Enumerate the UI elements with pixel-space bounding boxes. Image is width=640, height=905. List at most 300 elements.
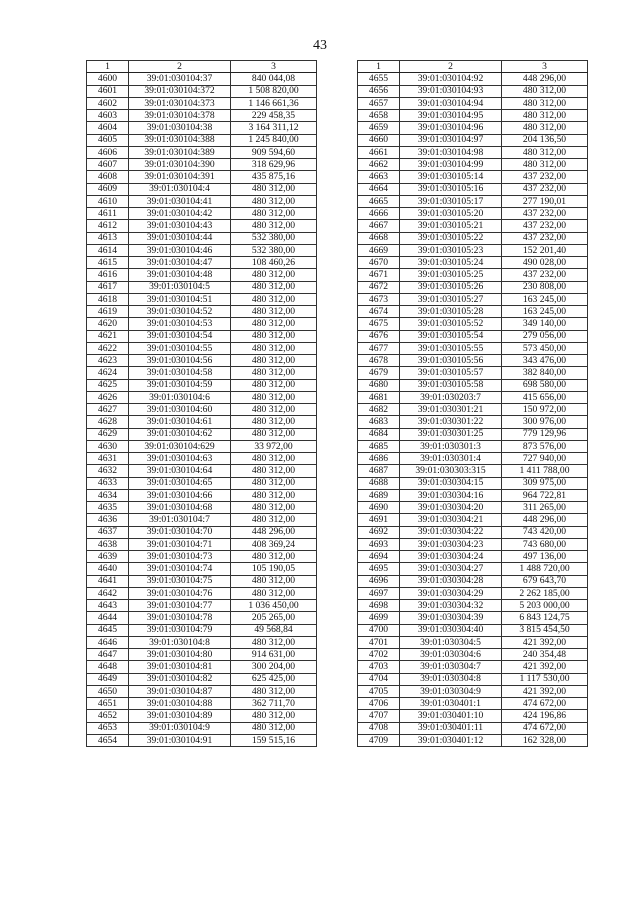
table-header-row	[87, 61, 317, 73]
table-row	[358, 342, 588, 354]
cell-row-number: 4640	[87, 563, 129, 575]
cell-value: 437 232,00	[502, 208, 588, 220]
cell-value: 480 312,00	[231, 195, 317, 207]
cell-value: 480 312,00	[502, 85, 588, 97]
cell-value: 204 136,50	[502, 134, 588, 146]
cell-row-number: 4653	[87, 722, 129, 734]
cell-value: 362 711,70	[231, 698, 317, 710]
table-row	[358, 330, 588, 342]
cell-cadastral-number: 39:01:030104:46	[129, 244, 231, 256]
cell-cadastral-number: 39:01:030304:9	[400, 685, 502, 697]
cell-cadastral-number: 39:01:030105:26	[400, 281, 502, 293]
cell-cadastral-number: 39:01:030104:56	[129, 355, 231, 367]
table-row	[87, 453, 317, 465]
table-row	[358, 244, 588, 256]
cell-value: 480 312,00	[231, 318, 317, 330]
table-row	[358, 97, 588, 109]
cell-value: 480 312,00	[231, 391, 317, 403]
cell-cadastral-number: 39:01:030304:21	[400, 514, 502, 526]
table-row	[87, 73, 317, 85]
cell-row-number: 4625	[87, 379, 129, 391]
cell-value: 108 460,26	[231, 257, 317, 269]
cell-cadastral-number: 39:01:030104:53	[129, 318, 231, 330]
cell-cadastral-number: 39:01:030104:37	[129, 73, 231, 85]
cell-row-number: 4674	[358, 306, 400, 318]
table-row	[87, 526, 317, 538]
cell-value: 480 312,00	[231, 342, 317, 354]
cell-row-number: 4609	[87, 183, 129, 195]
table-row	[358, 293, 588, 305]
table-row	[358, 257, 588, 269]
cell-value: 1 117 530,00	[502, 673, 588, 685]
cell-value: 309 975,00	[502, 477, 588, 489]
cell-value: 480 312,00	[231, 416, 317, 428]
table-row	[358, 477, 588, 489]
cell-value: 480 312,00	[231, 293, 317, 305]
table-row	[358, 159, 588, 171]
cell-row-number: 4620	[87, 318, 129, 330]
cell-cadastral-number: 39:01:030303:315	[400, 465, 502, 477]
table-row	[358, 428, 588, 440]
cell-row-number: 4684	[358, 428, 400, 440]
cell-value: 205 265,00	[231, 612, 317, 624]
cell-cadastral-number: 39:01:030104:92	[400, 73, 502, 85]
cell-row-number: 4648	[87, 661, 129, 673]
cell-value: 480 312,00	[231, 330, 317, 342]
cell-row-number: 4615	[87, 257, 129, 269]
cell-row-number: 4650	[87, 685, 129, 697]
cell-value: 300 976,00	[502, 416, 588, 428]
cell-value: 437 232,00	[502, 269, 588, 281]
cell-cadastral-number: 39:01:030104:71	[129, 538, 231, 550]
cell-value: 435 875,16	[231, 171, 317, 183]
cell-row-number: 4628	[87, 416, 129, 428]
cell-row-number: 4621	[87, 330, 129, 342]
cell-cadastral-number: 39:01:030104:64	[129, 465, 231, 477]
cell-row-number: 4697	[358, 587, 400, 599]
cell-cadastral-number: 39:01:030104:66	[129, 489, 231, 501]
cell-cadastral-number: 39:01:030301:25	[400, 428, 502, 440]
table-row	[87, 636, 317, 648]
table-row	[87, 734, 317, 746]
cell-cadastral-number: 39:01:030104:99	[400, 159, 502, 171]
cell-row-number: 4605	[87, 134, 129, 146]
cell-value: 480 312,00	[231, 636, 317, 648]
cell-cadastral-number: 39:01:030104:43	[129, 220, 231, 232]
cell-value: 318 629,96	[231, 159, 317, 171]
cell-value: 480 312,00	[502, 146, 588, 158]
cell-row-number: 4705	[358, 685, 400, 697]
cell-value: 474 672,00	[502, 698, 588, 710]
cell-row-number: 4678	[358, 355, 400, 367]
cell-row-number: 4664	[358, 183, 400, 195]
cell-cadastral-number: 39:01:030105:28	[400, 306, 502, 318]
cell-cadastral-number: 39:01:030104:58	[129, 367, 231, 379]
table-row	[87, 293, 317, 305]
cell-row-number: 4633	[87, 477, 129, 489]
cell-value: 33 972,00	[231, 440, 317, 452]
cell-cadastral-number: 39:01:030401:1	[400, 698, 502, 710]
table-row	[87, 612, 317, 624]
cell-row-number: 4601	[87, 85, 129, 97]
cell-value: 421 392,00	[502, 661, 588, 673]
cell-cadastral-number: 39:01:030104:79	[129, 624, 231, 636]
table-row	[358, 306, 588, 318]
table-row	[87, 318, 317, 330]
cell-cadastral-number: 39:01:030105:24	[400, 257, 502, 269]
cell-row-number: 4667	[358, 220, 400, 232]
cell-value: 625 425,00	[231, 673, 317, 685]
table-row	[87, 379, 317, 391]
table-row	[358, 453, 588, 465]
table-row	[87, 600, 317, 612]
table-row	[87, 710, 317, 722]
table-row	[358, 110, 588, 122]
cell-cadastral-number: 39:01:030304:5	[400, 636, 502, 648]
cell-cadastral-number: 39:01:030301:22	[400, 416, 502, 428]
table-row	[87, 244, 317, 256]
cell-cadastral-number: 39:01:030301:3	[400, 440, 502, 452]
cell-row-number: 4685	[358, 440, 400, 452]
cell-value: 408 369,24	[231, 538, 317, 550]
cell-cadastral-number: 39:01:030104:76	[129, 587, 231, 599]
cell-value: 480 312,00	[231, 428, 317, 440]
table-row	[358, 208, 588, 220]
table-row	[358, 661, 588, 673]
cell-value: 150 972,00	[502, 404, 588, 416]
cell-row-number: 4635	[87, 502, 129, 514]
table-row	[87, 146, 317, 158]
cell-cadastral-number: 39:01:030304:8	[400, 673, 502, 685]
cell-value: 1 411 788,00	[502, 465, 588, 477]
table-row	[87, 110, 317, 122]
cell-cadastral-number: 39:01:030203:7	[400, 391, 502, 403]
cell-row-number: 4616	[87, 269, 129, 281]
cell-row-number: 4698	[358, 600, 400, 612]
cell-value: 727 940,00	[502, 453, 588, 465]
cell-cadastral-number: 39:01:030104:42	[129, 208, 231, 220]
cell-value: 152 201,40	[502, 244, 588, 256]
cell-cadastral-number: 39:01:030401:11	[400, 722, 502, 734]
cell-row-number: 4693	[358, 538, 400, 550]
cell-row-number: 4673	[358, 293, 400, 305]
cell-row-number: 4641	[87, 575, 129, 587]
cell-value: 300 204,00	[231, 661, 317, 673]
cell-value: 480 312,00	[231, 183, 317, 195]
cell-cadastral-number: 39:01:030304:29	[400, 587, 502, 599]
cell-cadastral-number: 39:01:030104:95	[400, 110, 502, 122]
cell-cadastral-number: 39:01:030105:52	[400, 318, 502, 330]
cell-cadastral-number: 39:01:030104:70	[129, 526, 231, 538]
cell-row-number: 4692	[358, 526, 400, 538]
cell-cadastral-number: 39:01:030304:16	[400, 489, 502, 501]
cell-cadastral-number: 39:01:030104:61	[129, 416, 231, 428]
table-row	[358, 624, 588, 636]
cell-value: 480 312,00	[231, 575, 317, 587]
registry-table-right	[357, 60, 588, 747]
cell-cadastral-number: 39:01:030105:23	[400, 244, 502, 256]
table-row	[358, 183, 588, 195]
cell-row-number: 4622	[87, 342, 129, 354]
cell-row-number: 4696	[358, 575, 400, 587]
cell-row-number: 4683	[358, 416, 400, 428]
cell-cadastral-number: 39:01:030104:77	[129, 600, 231, 612]
table-row	[358, 171, 588, 183]
cell-row-number: 4682	[358, 404, 400, 416]
column-header-cadastral: 2	[400, 61, 502, 73]
cell-value: 679 643,70	[502, 575, 588, 587]
cell-row-number: 4708	[358, 722, 400, 734]
cell-cadastral-number: 39:01:030104:87	[129, 685, 231, 697]
cell-cadastral-number: 39:01:030104:63	[129, 453, 231, 465]
cell-row-number: 4662	[358, 159, 400, 171]
table-row	[87, 391, 317, 403]
cell-row-number: 4600	[87, 73, 129, 85]
cell-cadastral-number: 39:01:030104:96	[400, 122, 502, 134]
cell-value: 480 312,00	[231, 269, 317, 281]
cell-cadastral-number: 39:01:030104:98	[400, 146, 502, 158]
cell-cadastral-number: 39:01:030104:373	[129, 97, 231, 109]
table-row	[358, 551, 588, 563]
cell-value: 105 190,05	[231, 563, 317, 575]
cell-value: 424 196,86	[502, 710, 588, 722]
cell-value: 480 312,00	[231, 355, 317, 367]
cell-value: 480 312,00	[502, 110, 588, 122]
table-row	[358, 269, 588, 281]
cell-value: 49 568,84	[231, 624, 317, 636]
table-row	[87, 306, 317, 318]
table-row	[87, 232, 317, 244]
table-row	[358, 146, 588, 158]
table-row	[87, 587, 317, 599]
cell-row-number: 4677	[358, 342, 400, 354]
cell-value: 480 312,00	[231, 502, 317, 514]
cell-row-number: 4604	[87, 122, 129, 134]
cell-value: 448 296,00	[231, 526, 317, 538]
cell-row-number: 4687	[358, 465, 400, 477]
registry-table-left	[86, 60, 317, 747]
table-row	[87, 698, 317, 710]
cell-row-number: 4649	[87, 673, 129, 685]
table-row	[87, 477, 317, 489]
cell-value: 279 056,00	[502, 330, 588, 342]
cell-row-number: 4646	[87, 636, 129, 648]
cell-value: 480 312,00	[502, 159, 588, 171]
cell-value: 743 420,00	[502, 526, 588, 538]
cell-cadastral-number: 39:01:030104:89	[129, 710, 231, 722]
table-row	[87, 122, 317, 134]
table-row	[87, 489, 317, 501]
cell-value: 229 458,35	[231, 110, 317, 122]
cell-value: 480 312,00	[231, 685, 317, 697]
cell-cadastral-number: 39:01:030105:25	[400, 269, 502, 281]
table-row	[87, 673, 317, 685]
cell-cadastral-number: 39:01:030104:44	[129, 232, 231, 244]
cell-value: 448 296,00	[502, 514, 588, 526]
cell-row-number: 4679	[358, 367, 400, 379]
cell-row-number: 4655	[358, 73, 400, 85]
cell-cadastral-number: 39:01:030104:68	[129, 502, 231, 514]
cell-row-number: 4632	[87, 465, 129, 477]
cell-value: 1 036 450,00	[231, 600, 317, 612]
cell-row-number: 4636	[87, 514, 129, 526]
cell-row-number: 4702	[358, 649, 400, 661]
cell-value: 343 476,00	[502, 355, 588, 367]
cell-row-number: 4617	[87, 281, 129, 293]
cell-cadastral-number: 39:01:030105:20	[400, 208, 502, 220]
cell-row-number: 4638	[87, 538, 129, 550]
table-row	[87, 355, 317, 367]
table-row	[358, 440, 588, 452]
cell-cadastral-number: 39:01:030105:27	[400, 293, 502, 305]
cell-row-number: 4686	[358, 453, 400, 465]
cell-cadastral-number: 39:01:030401:10	[400, 710, 502, 722]
cell-row-number: 4642	[87, 587, 129, 599]
table-row	[87, 685, 317, 697]
cell-row-number: 4663	[358, 171, 400, 183]
cell-cadastral-number: 39:01:030104:55	[129, 342, 231, 354]
table-row	[358, 514, 588, 526]
cell-cadastral-number: 39:01:030104:8	[129, 636, 231, 648]
table-row	[87, 563, 317, 575]
cell-row-number: 4680	[358, 379, 400, 391]
cell-value: 415 656,00	[502, 391, 588, 403]
cell-value: 1 508 820,00	[231, 85, 317, 97]
cell-row-number: 4660	[358, 134, 400, 146]
cell-value: 480 312,00	[231, 404, 317, 416]
table-row	[87, 404, 317, 416]
cell-row-number: 4619	[87, 306, 129, 318]
page-number: 43	[313, 38, 327, 53]
cell-row-number: 4613	[87, 232, 129, 244]
table-row	[87, 85, 317, 97]
cell-value: 480 312,00	[231, 587, 317, 599]
table-row	[87, 465, 317, 477]
cell-value: 480 312,00	[502, 122, 588, 134]
cell-value: 480 312,00	[231, 710, 317, 722]
cell-row-number: 4676	[358, 330, 400, 342]
cell-value: 480 312,00	[231, 208, 317, 220]
cell-row-number: 4657	[358, 97, 400, 109]
table-row	[87, 624, 317, 636]
table-row	[358, 563, 588, 575]
cell-row-number: 4706	[358, 698, 400, 710]
cell-cadastral-number: 39:01:030104:4	[129, 183, 231, 195]
table-row	[87, 281, 317, 293]
cell-cadastral-number: 39:01:030301:4	[400, 453, 502, 465]
cell-cadastral-number: 39:01:030105:57	[400, 367, 502, 379]
cell-cadastral-number: 39:01:030104:78	[129, 612, 231, 624]
cell-row-number: 4651	[87, 698, 129, 710]
cell-cadastral-number: 39:01:030304:24	[400, 551, 502, 563]
column-header-number: 1	[358, 61, 400, 73]
cell-value: 480 312,00	[231, 514, 317, 526]
cell-row-number: 4703	[358, 661, 400, 673]
cell-row-number: 4666	[358, 208, 400, 220]
cell-value: 2 262 185,00	[502, 587, 588, 599]
cell-row-number: 4675	[358, 318, 400, 330]
cell-row-number: 4707	[358, 710, 400, 722]
cell-value: 573 450,00	[502, 342, 588, 354]
cell-value: 532 380,00	[231, 244, 317, 256]
cell-cadastral-number: 39:01:030104:378	[129, 110, 231, 122]
cell-row-number: 4643	[87, 600, 129, 612]
cell-cadastral-number: 39:01:030104:389	[129, 146, 231, 158]
cell-row-number: 4661	[358, 146, 400, 158]
cell-value: 3 164 311,12	[231, 122, 317, 134]
table-row	[87, 649, 317, 661]
table-row	[358, 526, 588, 538]
cell-value: 421 392,00	[502, 636, 588, 648]
table-row	[358, 404, 588, 416]
cell-row-number: 4668	[358, 232, 400, 244]
cell-row-number: 4695	[358, 563, 400, 575]
cell-row-number: 4700	[358, 624, 400, 636]
cell-row-number: 4627	[87, 404, 129, 416]
cell-cadastral-number: 39:01:030105:22	[400, 232, 502, 244]
table-row	[358, 587, 588, 599]
cell-row-number: 4699	[358, 612, 400, 624]
table-row	[358, 465, 588, 477]
table-row	[358, 281, 588, 293]
cell-value: 779 129,96	[502, 428, 588, 440]
cell-row-number: 4626	[87, 391, 129, 403]
cell-value: 1 146 661,36	[231, 97, 317, 109]
cell-cadastral-number: 39:01:030104:52	[129, 306, 231, 318]
cell-value: 163 245,00	[502, 306, 588, 318]
cell-value: 480 312,00	[231, 281, 317, 293]
cell-value: 240 354,48	[502, 649, 588, 661]
cell-value: 163 245,00	[502, 293, 588, 305]
cell-value: 480 312,00	[231, 477, 317, 489]
cell-value: 437 232,00	[502, 183, 588, 195]
cell-value: 382 840,00	[502, 367, 588, 379]
table-row	[358, 673, 588, 685]
cell-cadastral-number: 39:01:030104:82	[129, 673, 231, 685]
cell-value: 6 843 124,75	[502, 612, 588, 624]
cell-value: 480 312,00	[231, 722, 317, 734]
table-row	[358, 698, 588, 710]
cell-row-number: 4658	[358, 110, 400, 122]
cell-value: 311 265,00	[502, 502, 588, 514]
column-header-value: 3	[502, 61, 588, 73]
cell-row-number: 4631	[87, 453, 129, 465]
table-row	[87, 502, 317, 514]
table-row	[358, 502, 588, 514]
cell-cadastral-number: 39:01:030304:27	[400, 563, 502, 575]
cell-row-number: 4704	[358, 673, 400, 685]
cell-value: 421 392,00	[502, 685, 588, 697]
table-row	[358, 367, 588, 379]
cell-row-number: 4634	[87, 489, 129, 501]
cell-value: 3 815 454,50	[502, 624, 588, 636]
cell-cadastral-number: 39:01:030105:21	[400, 220, 502, 232]
cell-cadastral-number: 39:01:030104:97	[400, 134, 502, 146]
cell-row-number: 4688	[358, 477, 400, 489]
table-row	[87, 428, 317, 440]
cell-cadastral-number: 39:01:030104:94	[400, 97, 502, 109]
table-row	[358, 734, 588, 746]
cell-cadastral-number: 39:01:030105:14	[400, 171, 502, 183]
cell-cadastral-number: 39:01:030104:47	[129, 257, 231, 269]
table-row	[358, 85, 588, 97]
table-row	[87, 538, 317, 550]
cell-value: 497 136,00	[502, 551, 588, 563]
cell-cadastral-number: 39:01:030304:22	[400, 526, 502, 538]
cell-value: 162 328,00	[502, 734, 588, 746]
cell-row-number: 4672	[358, 281, 400, 293]
cell-cadastral-number: 39:01:030104:41	[129, 195, 231, 207]
